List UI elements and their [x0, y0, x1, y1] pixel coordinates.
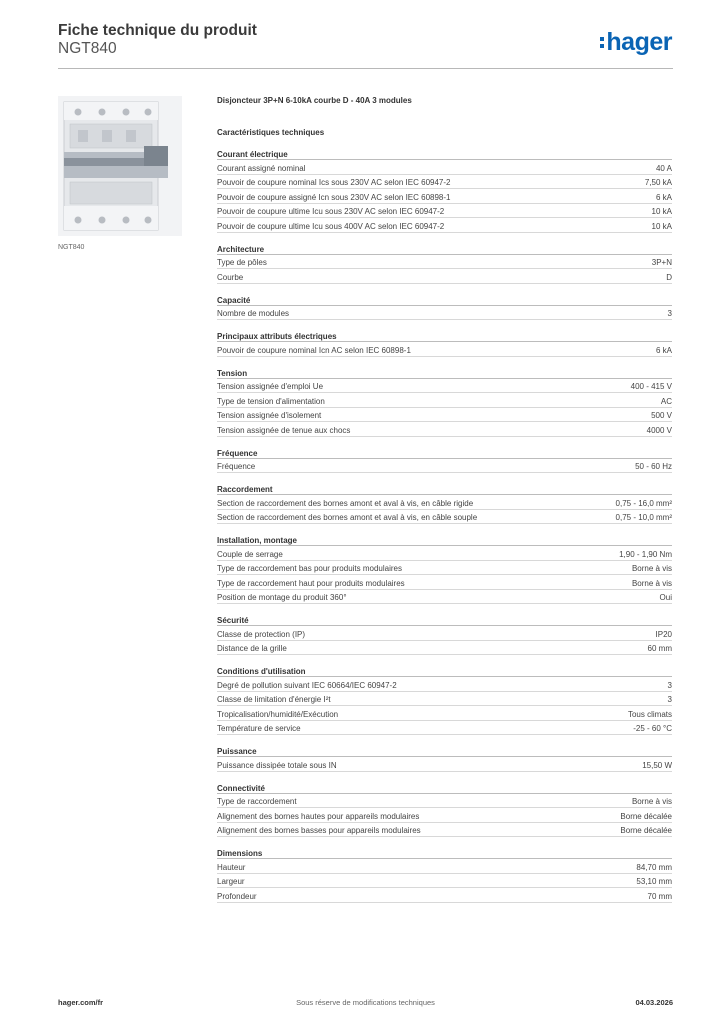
header-divider	[58, 68, 673, 69]
spec-label: Largeur	[217, 877, 245, 886]
spec-section	[217, 667, 672, 735]
spec-value: 84,70 mm	[636, 862, 672, 872]
spec-row	[217, 874, 672, 889]
section-title: Courant électrique	[217, 150, 672, 160]
document-footer	[58, 998, 673, 1010]
spec-label: Courbe	[217, 272, 244, 282]
section-title: Dimensions	[217, 849, 672, 859]
spec-row	[217, 342, 672, 357]
spec-label: Nombre de modules	[217, 309, 290, 318]
spec-value: Borne décalée	[620, 811, 672, 821]
spec-row	[217, 859, 672, 874]
spec-value: 1,90 - 1,90 Nm	[619, 549, 672, 559]
section-title: Architecture	[217, 245, 672, 255]
spec-label: Fréquence	[217, 462, 256, 471]
spec-value: 4000 V	[646, 425, 672, 435]
spec-row	[217, 721, 672, 736]
spec-row	[217, 641, 672, 656]
characteristics-heading: Caractéristiques techniques	[217, 128, 325, 137]
spec-label: Profondeur	[217, 891, 257, 901]
section-title: Raccordement	[217, 485, 672, 495]
spec-row	[217, 160, 672, 175]
spec-value: 3P+N	[651, 258, 672, 267]
spec-row	[217, 269, 672, 284]
spec-value: Borne à vis	[631, 578, 672, 588]
product-reference: NGT840	[58, 40, 117, 57]
spec-row	[217, 823, 672, 838]
spec-row	[217, 561, 672, 576]
spec-label: Pouvoir de coupure ultime Icu sous 400V AC selon IEC 60947-2	[217, 221, 445, 231]
spec-value: IP20	[655, 629, 672, 639]
section-title: Installation, montage	[217, 536, 672, 546]
section-title: Conditions d'utilisation	[217, 667, 672, 677]
spec-section	[217, 369, 672, 437]
spec-row	[217, 510, 672, 525]
spec-label: Pouvoir de coupure nominal Ics sous 230V AC selon IEC 60947-2	[217, 178, 451, 187]
spec-row	[217, 306, 672, 321]
spec-row	[217, 495, 672, 510]
spec-value: 0,75 - 16,0 mm²	[615, 498, 672, 508]
spec-value: Tous climats	[627, 709, 672, 719]
spec-label: Distance de la grille	[217, 644, 287, 653]
spec-row	[217, 393, 672, 408]
spec-row	[217, 175, 672, 190]
image-caption: NGT840	[58, 244, 85, 251]
spec-section	[217, 616, 672, 655]
spec-value: 70 mm	[647, 891, 672, 901]
spec-label: Température de service	[217, 724, 301, 733]
spec-label: Pouvoir de coupure assigné Icn sous 230V AC selon IEC 60898-1	[217, 192, 451, 202]
spec-row	[217, 459, 672, 474]
spec-label: Tension assignée de tenue aux chocs	[217, 425, 351, 435]
spec-value: -25 - 60 °C	[633, 724, 672, 733]
spec-value: Borne décalée	[620, 826, 672, 835]
spec-label: Type de tension d'alimentation	[217, 396, 325, 406]
spec-label: Puissance dissipée totale sous IN	[217, 760, 337, 770]
spec-label: Pouvoir de coupure nominal Icn AC selon IEC 60898-1	[217, 345, 411, 355]
spec-section	[217, 332, 672, 357]
spec-row	[217, 189, 672, 204]
spec-label: Type de raccordement haut pour produits modulaires	[217, 578, 405, 588]
document-header	[58, 22, 678, 66]
spec-value: 50 - 60 Hz	[635, 462, 672, 471]
hager-logo	[600, 29, 672, 55]
spec-label: Tension assignée d'isolement	[217, 411, 322, 420]
spec-section	[217, 245, 672, 284]
spec-value: 3	[667, 309, 672, 318]
spec-label: Courant assigné nominal	[217, 163, 306, 173]
spec-label: Alignement des bornes hautes pour appareils modulaires	[217, 811, 420, 821]
spec-row	[217, 590, 672, 605]
spec-label: Alignement des bornes basses pour appareils modulaires	[217, 826, 421, 835]
spec-row	[217, 692, 672, 707]
section-title: Principaux attributs électriques	[217, 332, 672, 342]
spec-row	[217, 255, 672, 270]
spec-row	[217, 575, 672, 590]
spec-row	[217, 888, 672, 903]
spec-value: 6 kA	[655, 345, 672, 355]
spec-row	[217, 408, 672, 423]
section-title: Capacité	[217, 296, 672, 306]
spec-value: 60 mm	[647, 644, 672, 653]
spec-label: Degré de pollution suivant IEC 60664/IEC 60947-2	[217, 680, 397, 690]
spec-label: Pouvoir de coupure ultime Icu sous 230V AC selon IEC 60947-2	[217, 207, 445, 216]
spec-label: Classe de limitation d'énergie I²t	[217, 695, 331, 704]
spec-section	[217, 449, 672, 474]
section-title: Sécurité	[217, 616, 672, 626]
spec-label: Tension assignée d'emploi Ue	[217, 382, 324, 391]
spec-row	[217, 422, 672, 437]
spec-value: 6 kA	[655, 192, 672, 202]
circuit-breaker-icon	[58, 96, 182, 236]
product-title: Disjoncteur 3P+N 6-10kA courbe D - 40A 3 modules	[217, 96, 412, 105]
spec-label: Position de montage du produit 360°	[217, 593, 347, 602]
spec-value: 400 - 415 V	[630, 382, 672, 391]
footer-date: 04.03.2026	[635, 998, 673, 1007]
spec-value: 40 A	[655, 163, 672, 173]
spec-value: 500 V	[651, 411, 672, 420]
product-image	[58, 96, 182, 236]
spec-row	[217, 218, 672, 233]
spec-value: 0,75 - 10,0 mm²	[615, 513, 672, 522]
footer-notice: Sous réserve de modifications techniques	[296, 998, 435, 1007]
spec-section	[217, 536, 672, 604]
document-title: Fiche technique du produit	[58, 22, 257, 39]
spec-label: Hauteur	[217, 862, 246, 872]
spec-value: Borne à vis	[631, 797, 672, 806]
spec-section	[217, 747, 672, 772]
spec-value: Borne à vis	[631, 564, 672, 573]
spec-label: Type de pôles	[217, 258, 267, 267]
spec-value: 15,50 W	[642, 760, 672, 770]
spec-label: Classe de protection (IP)	[217, 629, 306, 639]
spec-sections	[217, 150, 672, 903]
spec-label: Type de raccordement	[217, 797, 297, 806]
spec-row	[217, 677, 672, 692]
spec-label: Type de raccordement bas pour produits modulaires	[217, 564, 402, 573]
spec-label: Tropicalisation/humidité/Exécution	[217, 709, 339, 719]
spec-label: Section de raccordement des bornes amont et aval à vis, en câble rigide	[217, 498, 474, 508]
spec-value: AC	[660, 396, 672, 406]
section-title: Tension	[217, 369, 672, 379]
spec-row	[217, 204, 672, 219]
spec-row	[217, 757, 672, 772]
spec-label: Section de raccordement des bornes amont et aval à vis, en câble souple	[217, 513, 478, 522]
logo-dots-icon	[600, 37, 604, 48]
spec-label: Couple de serrage	[217, 549, 283, 559]
spec-section	[217, 849, 672, 903]
footer-website: hager.com/fr	[58, 998, 104, 1007]
spec-section	[217, 150, 672, 233]
section-title: Fréquence	[217, 449, 672, 459]
spec-row	[217, 808, 672, 823]
spec-value: 10 kA	[651, 207, 672, 216]
spec-section	[217, 485, 672, 524]
section-title: Connectivité	[217, 784, 672, 794]
section-title: Puissance	[217, 747, 672, 757]
spec-value: 3	[667, 680, 672, 690]
spec-row	[217, 546, 672, 561]
spec-section	[217, 784, 672, 838]
spec-row	[217, 794, 672, 809]
spec-section	[217, 296, 672, 321]
spec-row	[217, 626, 672, 641]
spec-row	[217, 706, 672, 721]
spec-value: 7,50 kA	[644, 178, 672, 187]
spec-value: 3	[667, 695, 672, 704]
spec-row	[217, 379, 672, 394]
spec-value: 10 kA	[651, 221, 672, 231]
spec-value: Oui	[659, 593, 672, 602]
spec-value: D	[666, 272, 672, 282]
spec-content	[217, 96, 672, 915]
spec-value: 53,10 mm	[636, 877, 672, 886]
logo-wordmark: hager	[606, 28, 672, 56]
